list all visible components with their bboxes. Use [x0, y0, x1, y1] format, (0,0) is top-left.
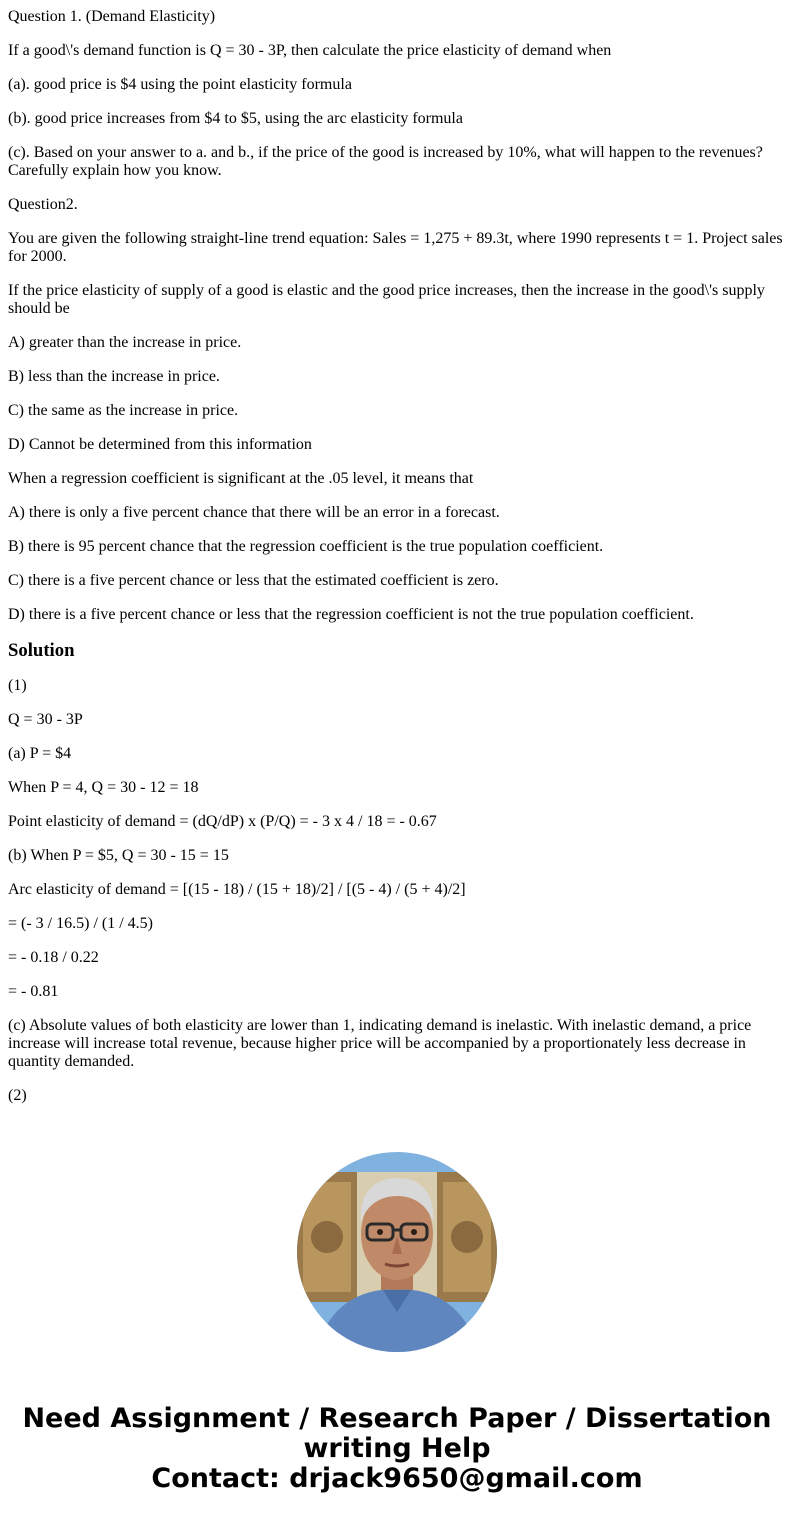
question-1-intro: If a good\'s demand function is Q = 30 - 3P, then calculate the price elasticity of demand when — [8, 42, 612, 59]
solution-line: Q = 30 - 3P — [8, 711, 83, 728]
author-photo — [297, 1152, 497, 1352]
promo-contact-email: Contact: drjack9650@gmail.com — [151, 1463, 643, 1494]
solution-line: (2) — [8, 1087, 27, 1104]
question-2-title: Question2. — [8, 196, 78, 213]
question-1-part-c: (c). Based on your answer to a. and b., if the price of the good is increased by 10%, what will happen to the revenues? Carefully explain how you know. — [8, 144, 763, 179]
solution-heading: Solution — [8, 640, 75, 661]
question-1-part-a: (a). good price is $4 using the point elasticity formula — [8, 76, 352, 93]
solution-line: (a) P = $4 — [8, 745, 72, 762]
question-3-option-a: A) greater than the increase in price. — [8, 334, 242, 351]
solution-line: Point elasticity of demand = (dQ/dP) x (P/Q) = - 3 x 4 / 18 = - 0.67 — [8, 813, 437, 830]
solution-line: = (- 3 / 16.5) / (1 / 4.5) — [8, 915, 153, 932]
question-1-title: Question 1. (Demand Elasticity) — [8, 8, 216, 25]
question-1-part-b: (b). good price increases from $4 to $5, using the arc elasticity formula — [8, 110, 463, 127]
solution-line: When P = 4, Q = 30 - 12 = 18 — [8, 779, 199, 796]
question-3-option-b: B) less than the increase in price. — [8, 368, 220, 385]
solution-line: (1) — [8, 677, 27, 694]
solution-line: = - 0.18 / 0.22 — [8, 949, 99, 966]
question-4-text: When a regression coefficient is significant at the .05 level, it means that — [8, 470, 474, 487]
promo-line-1: Need Assignment / Research Paper / Dissertation — [22, 1403, 772, 1434]
question-4-option-a: A) there is only a five percent chance that there will be an error in a forecast. — [8, 504, 500, 521]
solution-line: (b) When P = $5, Q = 30 - 15 = 15 — [8, 847, 229, 864]
question-4-option-b: B) there is 95 percent chance that the regression coefficient is the true population coefficient. — [8, 538, 604, 555]
promo-banner — [0, 1404, 794, 1494]
question-2-text: You are given the following straight-line trend equation: Sales = 1,275 + 89.3t, where 1990 represents t = 1. Project sales for 2000. — [8, 230, 783, 265]
question-4-option-c: C) there is a five percent chance or less that the estimated coefficient is zero. — [8, 572, 499, 589]
author-portrait-image — [297, 1152, 497, 1352]
promo-line-2: writing Help — [303, 1433, 491, 1464]
question-3-option-c: C) the same as the increase in price. — [8, 402, 239, 419]
document-body — [8, 8, 786, 1121]
solution-line: (c) Absolute values of both elasticity are lower than 1, indicating demand is inelastic. With inelastic demand, a price increase will increase total revenue, because higher price will be accompanied by a proportionately less decrease in quantity demanded. — [8, 1017, 752, 1070]
question-3-text: If the price elasticity of supply of a good is elastic and the good price increases, then the increase in the good\'s supply should be — [8, 282, 765, 317]
question-3-option-d: D) Cannot be determined from this information — [8, 436, 312, 453]
question-4-option-d: D) there is a five percent chance or less that the regression coefficient is not the true population coefficient. — [8, 606, 694, 623]
solution-line: = - 0.81 — [8, 983, 59, 1000]
solution-line: Arc elasticity of demand = [(15 - 18) / (15 + 18)/2] / [(5 - 4) / (5 + 4)/2] — [8, 881, 466, 898]
